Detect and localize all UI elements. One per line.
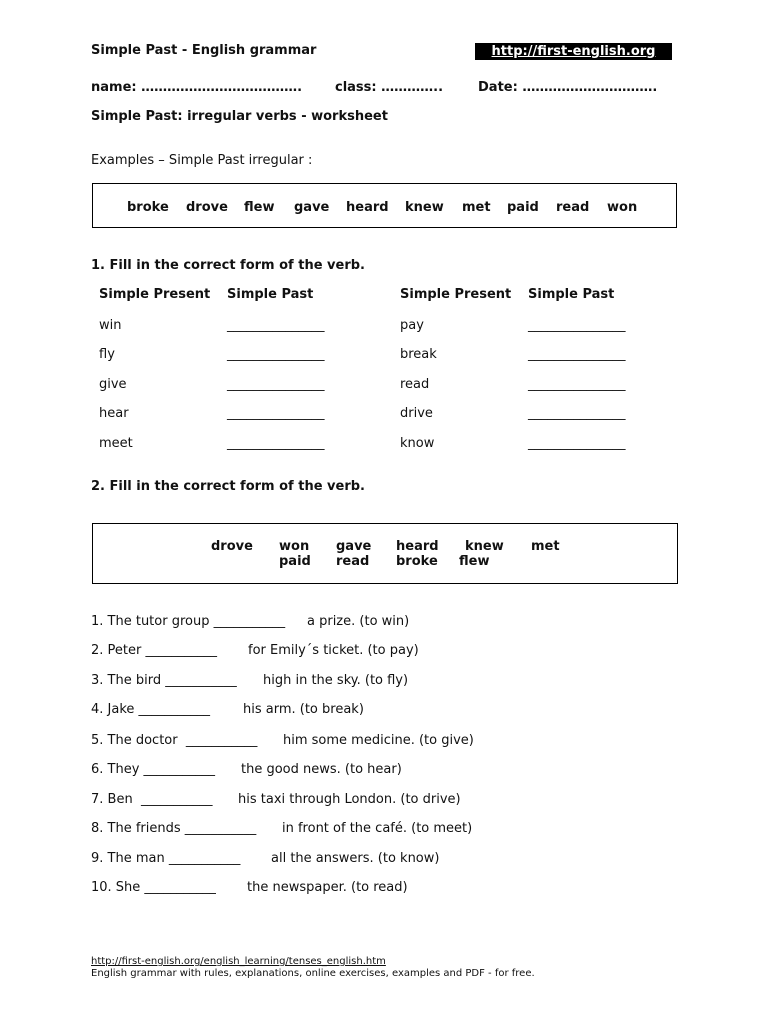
word-bank-word: read [336, 554, 370, 569]
sentence-9-end: all the answers. (to know) [271, 851, 440, 866]
column-header-simple-past: Simple Past [528, 287, 615, 302]
verb-present: pay [400, 318, 424, 333]
section1-title: 1. Fill in the correct form of the verb. [91, 258, 365, 273]
examples-label: Examples – Simple Past irregular : [91, 153, 313, 168]
sentence-5-end: him some medicine. (to give) [283, 733, 474, 748]
section2-title: 2. Fill in the correct form of the verb. [91, 479, 365, 494]
sentence-2-end: for Emily´s ticket. (to pay) [248, 643, 419, 658]
word-bank-word: flew [459, 554, 490, 569]
sentence-5-start: 5. The doctor ___________ [91, 733, 258, 748]
footer-text: English grammar with rules, explanations, online exercises, examples and PDF - for free. [91, 968, 535, 979]
sentence-6-start: 6. They ___________ [91, 762, 216, 777]
answer-blank[interactable]: _______________ [528, 377, 626, 392]
answer-blank[interactable]: _______________ [227, 347, 325, 362]
worksheet-title: Simple Past: irregular verbs - worksheet [91, 109, 388, 124]
example-word: knew [405, 200, 444, 215]
word-bank-word: paid [279, 554, 311, 569]
column-header-simple-present: Simple Present [400, 287, 512, 302]
word-bank-word: broke [396, 554, 438, 569]
example-word: read [556, 200, 590, 215]
word-bank-word: won [279, 539, 310, 554]
answer-blank[interactable]: _______________ [528, 347, 626, 362]
sentence-4-end: his arm. (to break) [243, 702, 364, 717]
sentence-8-end: in front of the café. (to meet) [282, 821, 473, 836]
verb-present: know [400, 436, 435, 451]
sentence-1-end: a prize. (to win) [307, 614, 410, 629]
sentence-3-start: 3. The bird ___________ [91, 673, 237, 688]
example-word: heard [346, 200, 389, 215]
word-bank-word: knew [465, 539, 504, 554]
footer-link[interactable]: http://first-english.org/english_learning/tenses_english.htm [91, 956, 386, 967]
example-word: won [607, 200, 638, 215]
verb-present: fly [99, 347, 115, 362]
sentence-1-start: 1. The tutor group ___________ [91, 614, 286, 629]
word-bank-word: gave [336, 539, 372, 554]
verb-present: win [99, 318, 122, 333]
sentence-6-end: the good news. (to hear) [241, 762, 402, 777]
date-field: Date: …………………………. [478, 80, 658, 95]
example-word: gave [294, 200, 330, 215]
verb-present: give [99, 377, 127, 392]
answer-blank[interactable]: _______________ [227, 377, 325, 392]
header-url-link[interactable]: http://first-english.org [475, 43, 672, 60]
example-word: broke [127, 200, 169, 215]
sentence-4-start: 4. Jake ___________ [91, 702, 211, 717]
sentence-10-end: the newspaper. (to read) [247, 880, 408, 895]
example-word: flew [244, 200, 275, 215]
word-bank-word: drove [211, 539, 253, 554]
sentence-8-start: 8. The friends ___________ [91, 821, 257, 836]
word-bank-box [92, 523, 678, 584]
example-word: paid [507, 200, 539, 215]
verb-present: read [400, 377, 430, 392]
answer-blank[interactable]: _______________ [227, 436, 325, 451]
examples-box [92, 183, 677, 228]
answer-blank[interactable]: _______________ [528, 318, 626, 333]
verb-present: break [400, 347, 437, 362]
name-field: name: ………………………………. [91, 80, 303, 95]
verb-present: drive [400, 406, 433, 421]
sentence-9-start: 9. The man ___________ [91, 851, 241, 866]
sentence-10-start: 10. She ___________ [91, 880, 216, 895]
column-header-simple-past: Simple Past [227, 287, 314, 302]
answer-blank[interactable]: _______________ [528, 436, 626, 451]
sentence-7-start: 7. Ben ___________ [91, 792, 213, 807]
word-bank-word: met [531, 539, 560, 554]
verb-present: meet [99, 436, 133, 451]
answer-blank[interactable]: _______________ [227, 318, 325, 333]
verb-present: hear [99, 406, 129, 421]
word-bank-word: heard [396, 539, 439, 554]
example-word: met [462, 200, 491, 215]
example-word: drove [186, 200, 228, 215]
sentence-3-end: high in the sky. (to fly) [263, 673, 409, 688]
sentence-7-end: his taxi through London. (to drive) [238, 792, 461, 807]
answer-blank[interactable]: _______________ [528, 406, 626, 421]
answer-blank[interactable]: _______________ [227, 406, 325, 421]
header-title: Simple Past - English grammar [91, 43, 317, 58]
column-header-simple-present: Simple Present [99, 287, 211, 302]
sentence-2-start: 2. Peter ___________ [91, 643, 217, 658]
class-field: class: ………….. [335, 80, 444, 95]
